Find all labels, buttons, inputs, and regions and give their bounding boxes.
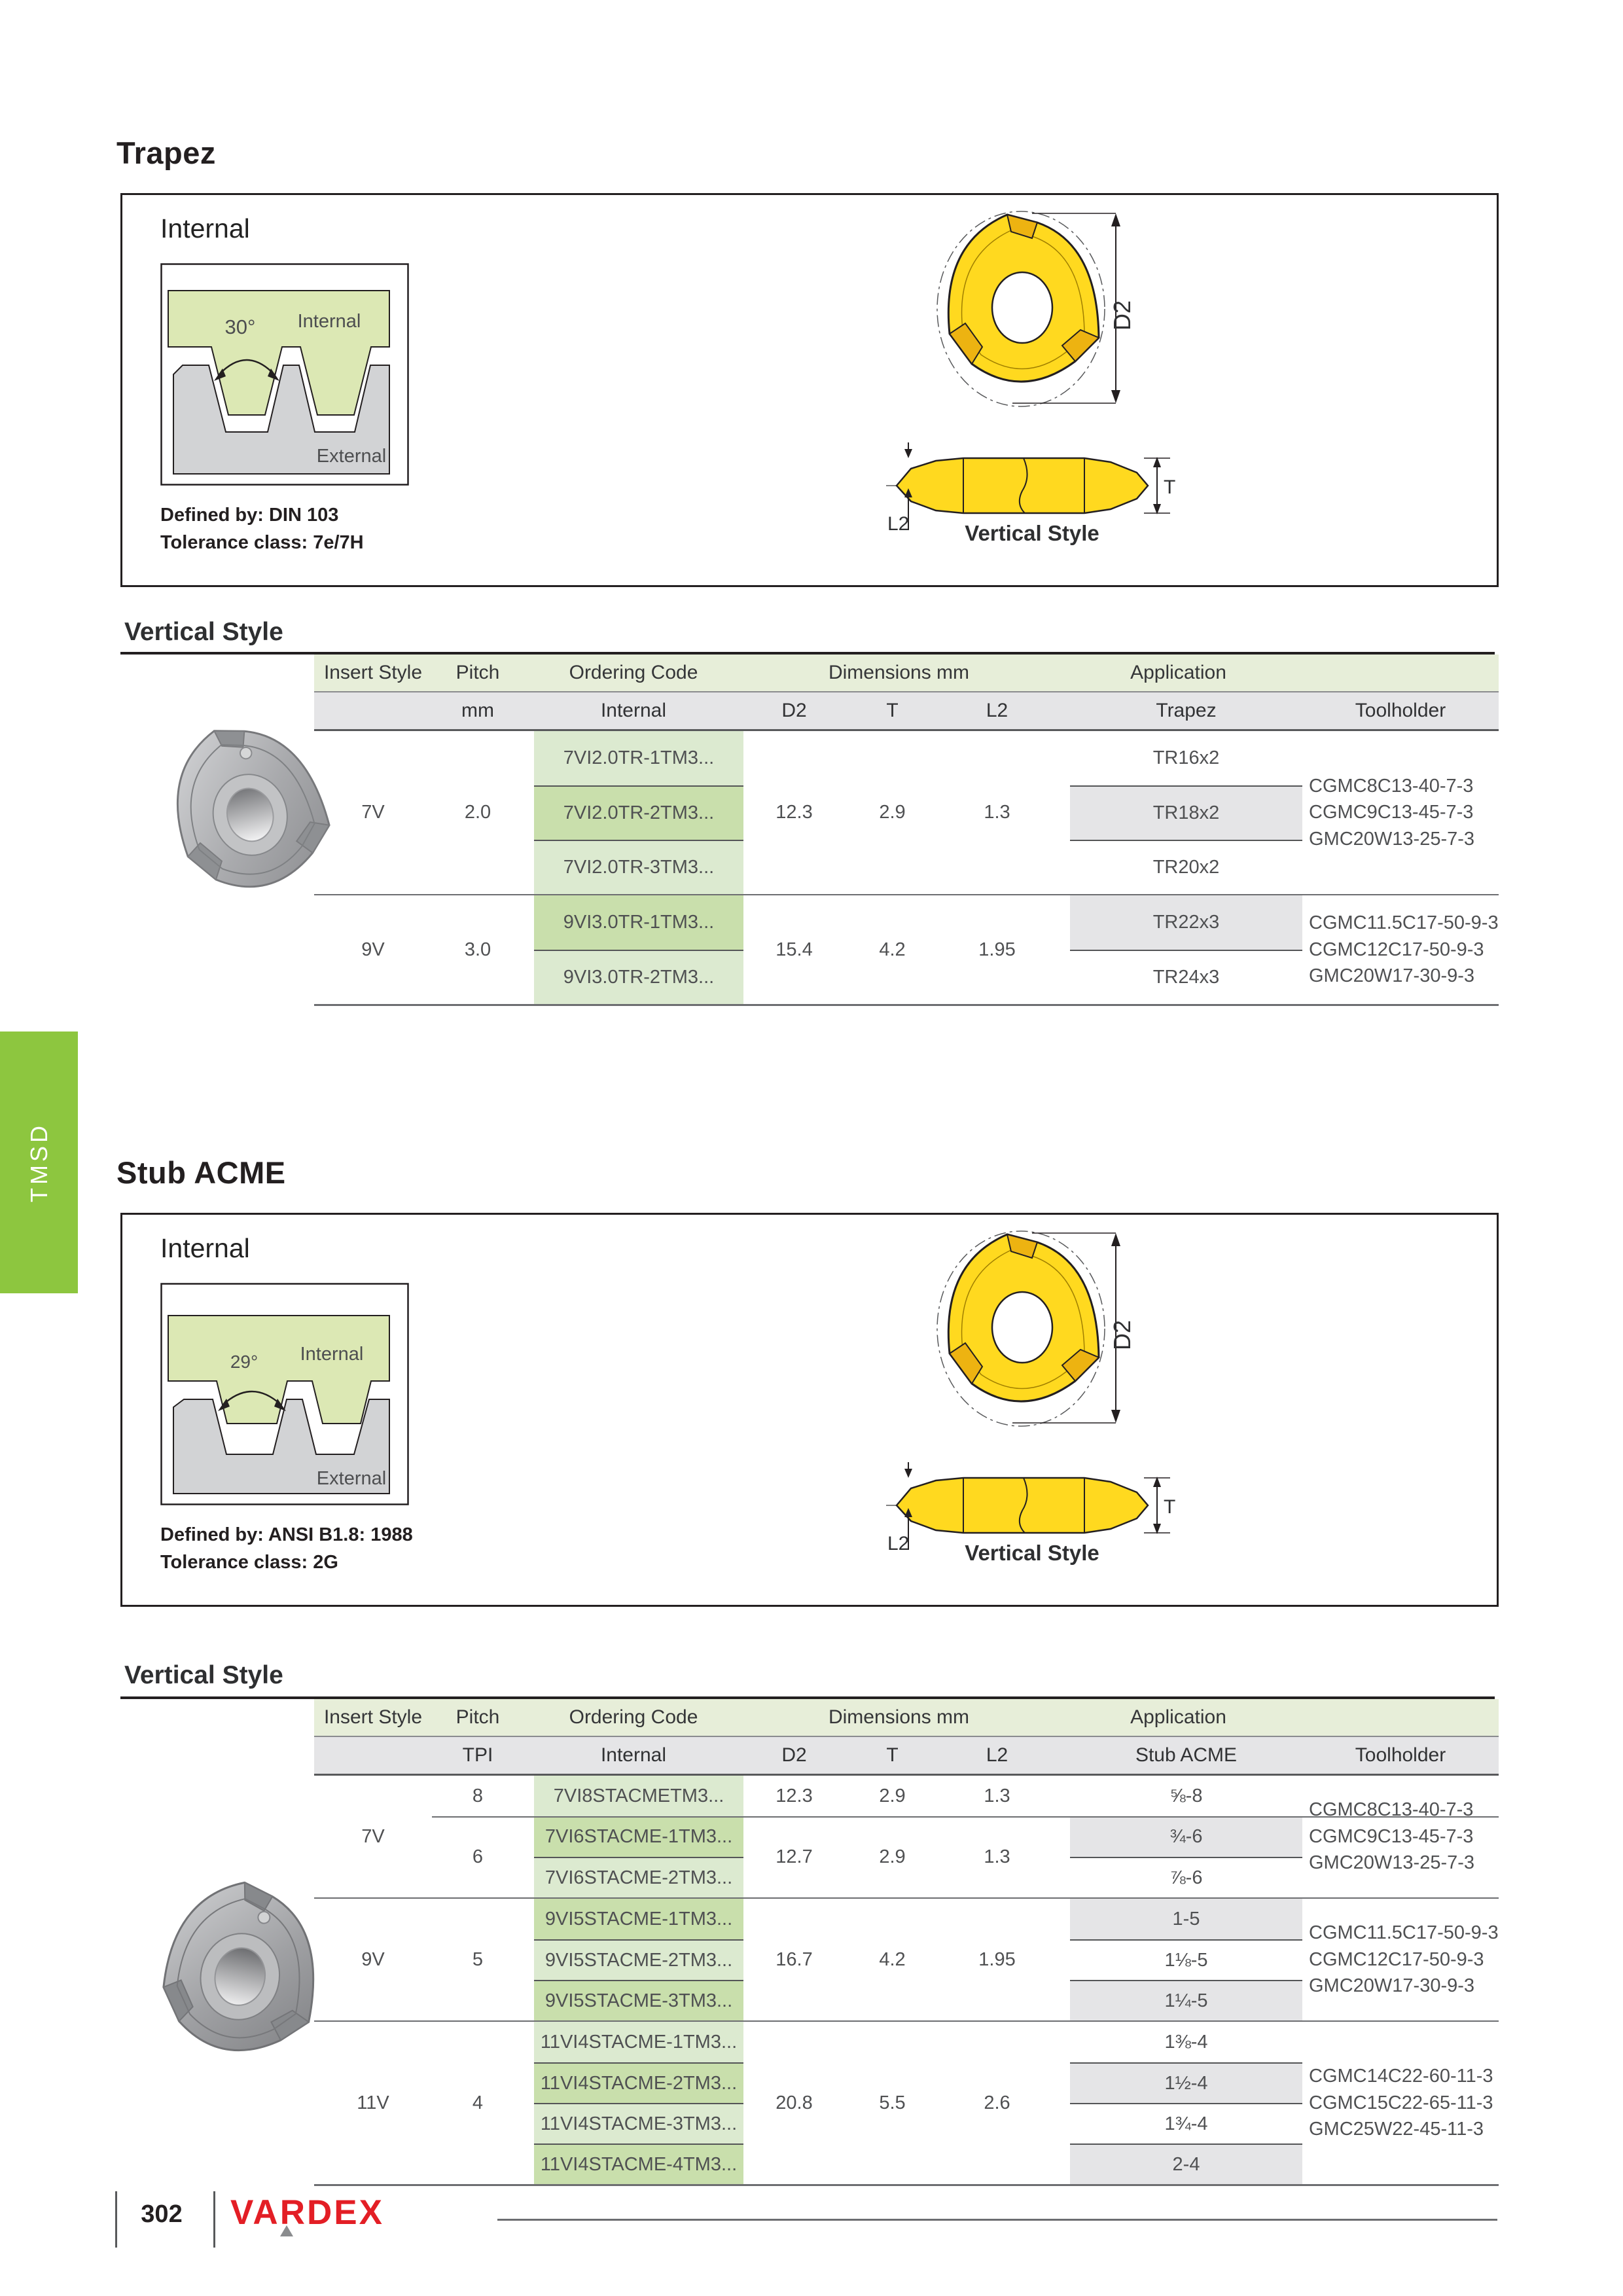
insert-top-view xyxy=(934,204,1137,430)
toolholder: CGMC12C17-50-9-3 xyxy=(1309,939,1484,960)
subcol-t: T xyxy=(886,1744,899,1766)
col-insert-style: Insert Style xyxy=(323,1706,423,1728)
pitch: 3.0 xyxy=(464,939,491,960)
col-application: Application xyxy=(1130,1706,1226,1728)
footer-page-number: 302 xyxy=(141,2200,183,2228)
application: TR20x2 xyxy=(1070,840,1302,894)
table1-header-row xyxy=(314,655,1499,692)
toolholder: CGMC11.5C17-50-9-3 xyxy=(1309,1922,1499,1944)
stub-acme-spec-box xyxy=(120,1213,1499,1607)
pitch: 6 xyxy=(472,1846,484,1867)
ordering-code: 7VI8STACMETM3... xyxy=(534,1776,743,1816)
angle-label: 29° xyxy=(230,1352,259,1372)
dim-l2: 1.95 xyxy=(978,1948,1016,1970)
dim-d2: 12.3 xyxy=(776,802,813,823)
ordering-code: 9VI3.0TR-1TM3... xyxy=(534,895,743,950)
dim-d2-label: D2 xyxy=(1109,1319,1135,1351)
toolholder: GMC25W22-45-11-3 xyxy=(1309,2119,1484,2140)
application: 1-5 xyxy=(1070,1899,1302,1939)
subgroup-divider xyxy=(432,1816,1499,1818)
col-pitch: Pitch xyxy=(455,662,500,683)
dim-d2: 12.7 xyxy=(776,1846,813,1867)
dim-t: 5.5 xyxy=(879,2092,906,2113)
dim-l2: 1.3 xyxy=(984,802,1010,823)
internal-label: Internal xyxy=(297,311,361,332)
dim-t: 4.2 xyxy=(879,939,906,960)
col-dimensions: Dimensions mm xyxy=(828,662,970,683)
ordering-code: 9VI5STACME-2TM3... xyxy=(534,1939,743,1980)
ordering-code: 9VI3.0TR-2TM3... xyxy=(534,950,743,1004)
dim-t: 2.9 xyxy=(879,802,906,823)
trapez-table xyxy=(314,655,1499,1006)
dim-d2-label: D2 xyxy=(1109,300,1135,331)
ordering-code: 11VI4STACME-3TM3... xyxy=(534,2103,743,2144)
external-label: External xyxy=(316,1468,387,1489)
defined-by: Defined by: DIN 103 xyxy=(160,505,339,526)
dim-l2: 2.6 xyxy=(984,2092,1010,2113)
col-application: Application xyxy=(1130,662,1226,683)
table-row-group-9v xyxy=(314,894,1499,1004)
brand-logo: VARDEX xyxy=(230,2193,384,2232)
pitch: 4 xyxy=(472,2092,484,2113)
dim-d2: 12.3 xyxy=(776,1785,813,1806)
table2-title: Vertical Style xyxy=(124,1661,283,1689)
pitch: 8 xyxy=(472,1785,484,1806)
col-insert-style: Insert Style xyxy=(323,662,423,683)
table1-title: Vertical Style xyxy=(124,618,283,646)
insert-photo-7v xyxy=(156,712,365,925)
ordering-code: 11VI4STACME-1TM3... xyxy=(534,2022,743,2062)
application: ⅝-8 xyxy=(1169,1785,1203,1806)
application: TR16x2 xyxy=(1152,747,1220,768)
ordering-code: 7VI2.0TR-3TM3... xyxy=(534,840,743,894)
subcol-toolholder: Toolholder xyxy=(1355,1744,1446,1766)
internal-label: Internal xyxy=(300,1344,364,1365)
table2-header-row xyxy=(314,1699,1499,1737)
ordering-code: 7VI6STACME-2TM3... xyxy=(534,1857,743,1897)
application: 1⅜-4 xyxy=(1164,2031,1208,2053)
sidebar-tab-tmsd xyxy=(0,1031,78,1293)
brand-logo-triangle xyxy=(280,2225,293,2236)
insert-style: 11V xyxy=(357,2092,389,2113)
subcol-d2: D2 xyxy=(781,1744,807,1766)
toolholder: CGMC15C22-65-11-3 xyxy=(1309,2092,1493,2113)
table-row-group-7v xyxy=(314,1776,1499,1897)
application: TR24x3 xyxy=(1070,950,1302,1004)
insert-top-view xyxy=(934,1224,1137,1450)
section-title-trapez: Trapez xyxy=(116,135,216,170)
ordering-code: 7VI6STACME-1TM3... xyxy=(534,1816,743,1857)
subcol-d2: D2 xyxy=(781,700,807,721)
subcol-l2: L2 xyxy=(986,1744,1008,1766)
trapez-internal-heading: Internal xyxy=(160,213,250,243)
dim-l2: 1.3 xyxy=(984,1785,1010,1806)
acme-thread-profile-diagram xyxy=(160,1283,409,1509)
dim-t-label: T xyxy=(1164,1496,1176,1518)
application: ⅞-6 xyxy=(1070,1857,1302,1897)
application: 1¾-4 xyxy=(1070,2103,1302,2144)
insert-style: 7V xyxy=(361,802,385,823)
toolholder: CGMC8C13-40-7-3 xyxy=(1309,775,1474,797)
application: 2-4 xyxy=(1070,2144,1302,2184)
table-row-group-11v xyxy=(314,2020,1499,2184)
toolholder-list xyxy=(1302,2022,1499,2184)
application: 1⅛-5 xyxy=(1070,1939,1302,1980)
application: 1¼-5 xyxy=(1070,1980,1302,2020)
insert-style: 7V xyxy=(361,1825,385,1847)
footer-rule xyxy=(497,2219,1497,2221)
toolholder: GMC20W17-30-9-3 xyxy=(1309,965,1475,987)
toolholder-list xyxy=(1302,895,1499,1004)
toolholder: CGMC8C13-40-7-3 xyxy=(1309,1799,1474,1821)
application: ¾-6 xyxy=(1070,1816,1302,1857)
external-label: External xyxy=(316,446,387,467)
toolholder: GMC20W13-25-7-3 xyxy=(1309,828,1475,850)
toolholder: GMC20W17-30-9-3 xyxy=(1309,1975,1475,1997)
stub-acme-table xyxy=(314,1699,1499,2186)
subcol-t: T xyxy=(886,700,899,721)
tolerance-class: Tolerance class: 2G xyxy=(160,1552,338,1573)
dim-l2: 1.95 xyxy=(978,939,1016,960)
acme-internal-heading: Internal xyxy=(160,1233,250,1263)
dim-t: 2.9 xyxy=(879,1785,906,1806)
col-ordering-code: Ordering Code xyxy=(569,662,698,683)
subcol-internal: Internal xyxy=(600,1744,667,1766)
toolholder: CGMC11.5C17-50-9-3 xyxy=(1309,912,1499,934)
vertical-style-caption: Vertical Style xyxy=(965,521,1099,545)
toolholder-list xyxy=(1302,1899,1499,2020)
ordering-code: 9VI5STACME-3TM3... xyxy=(534,1980,743,2020)
center-hole xyxy=(992,272,1052,343)
dim-t: 4.2 xyxy=(879,1948,906,1970)
sidebar-tab-label: TMSD xyxy=(25,1122,52,1202)
pitch: 5 xyxy=(472,1948,484,1970)
angle-label: 30° xyxy=(224,315,256,338)
ordering-code: 11VI4STACME-2TM3... xyxy=(534,2062,743,2103)
section-title-stub-acme: Stub ACME xyxy=(116,1155,286,1190)
toolholder: CGMC9C13-45-7-3 xyxy=(1309,1825,1474,1847)
dim-d2: 16.7 xyxy=(776,1948,813,1970)
vertical-style-caption: Vertical Style xyxy=(965,1541,1099,1565)
subcol-toolholder: Toolholder xyxy=(1355,700,1446,721)
toolholder: CGMC12C17-50-9-3 xyxy=(1309,1948,1484,1970)
table-row-group-9v xyxy=(314,1897,1499,2020)
ordering-code: 7VI2.0TR-1TM3... xyxy=(534,731,743,785)
toolholder: CGMC9C13-45-7-3 xyxy=(1309,802,1474,823)
insert-style: 9V xyxy=(361,1948,385,1970)
toolholder: CGMC14C22-60-11-3 xyxy=(1309,2066,1493,2087)
insert-photo-9v xyxy=(141,1875,357,2094)
application: 1½-4 xyxy=(1070,2062,1302,2103)
ordering-code: 9VI5STACME-1TM3... xyxy=(534,1899,743,1939)
subcol-pitch-unit: mm xyxy=(461,700,494,721)
tolerance-class: Tolerance class: 7e/7H xyxy=(160,532,364,553)
application: TR22x3 xyxy=(1070,895,1302,950)
dim-l2-label: L2 xyxy=(887,1533,910,1554)
col-pitch: Pitch xyxy=(455,1706,500,1728)
toolholder-list xyxy=(1302,1776,1499,1897)
footer-divider-bar xyxy=(115,2191,117,2248)
trapez-spec-box xyxy=(120,193,1499,587)
col-ordering-code: Ordering Code xyxy=(569,1706,698,1728)
application: TR18x2 xyxy=(1070,785,1302,840)
defined-by: Defined by: ANSI B1.8: 1988 xyxy=(160,1524,413,1545)
subcol-pitch-unit: TPI xyxy=(462,1744,493,1766)
dim-l2-label: L2 xyxy=(887,513,910,535)
insert-style: 9V xyxy=(361,939,385,960)
dim-l2: 1.3 xyxy=(984,1846,1010,1867)
table2-subheader-row xyxy=(314,1737,1499,1776)
ordering-code: 11VI4STACME-4TM3... xyxy=(534,2144,743,2184)
table-row-group-7v xyxy=(314,731,1499,894)
pitch: 2.0 xyxy=(464,802,491,823)
col-dimensions: Dimensions mm xyxy=(828,1706,970,1728)
subcol-app: Stub ACME xyxy=(1135,1744,1238,1766)
subcol-app: Trapez xyxy=(1156,700,1217,721)
dim-t: 2.9 xyxy=(879,1846,906,1867)
ordering-code: 7VI2.0TR-2TM3... xyxy=(534,785,743,840)
dim-t-label: T xyxy=(1164,476,1176,498)
dim-d2: 15.4 xyxy=(776,939,813,960)
toolholder: GMC20W13-25-7-3 xyxy=(1309,1852,1475,1874)
subcol-l2: L2 xyxy=(986,700,1008,721)
subcol-internal: Internal xyxy=(600,700,667,721)
toolholder-list xyxy=(1302,731,1499,894)
footer-divider-bar xyxy=(213,2191,215,2248)
table1-subheader-row xyxy=(314,692,1499,731)
center-hole xyxy=(992,1292,1052,1363)
dim-d2: 20.8 xyxy=(776,2092,813,2113)
trapez-thread-profile-diagram xyxy=(160,263,409,489)
